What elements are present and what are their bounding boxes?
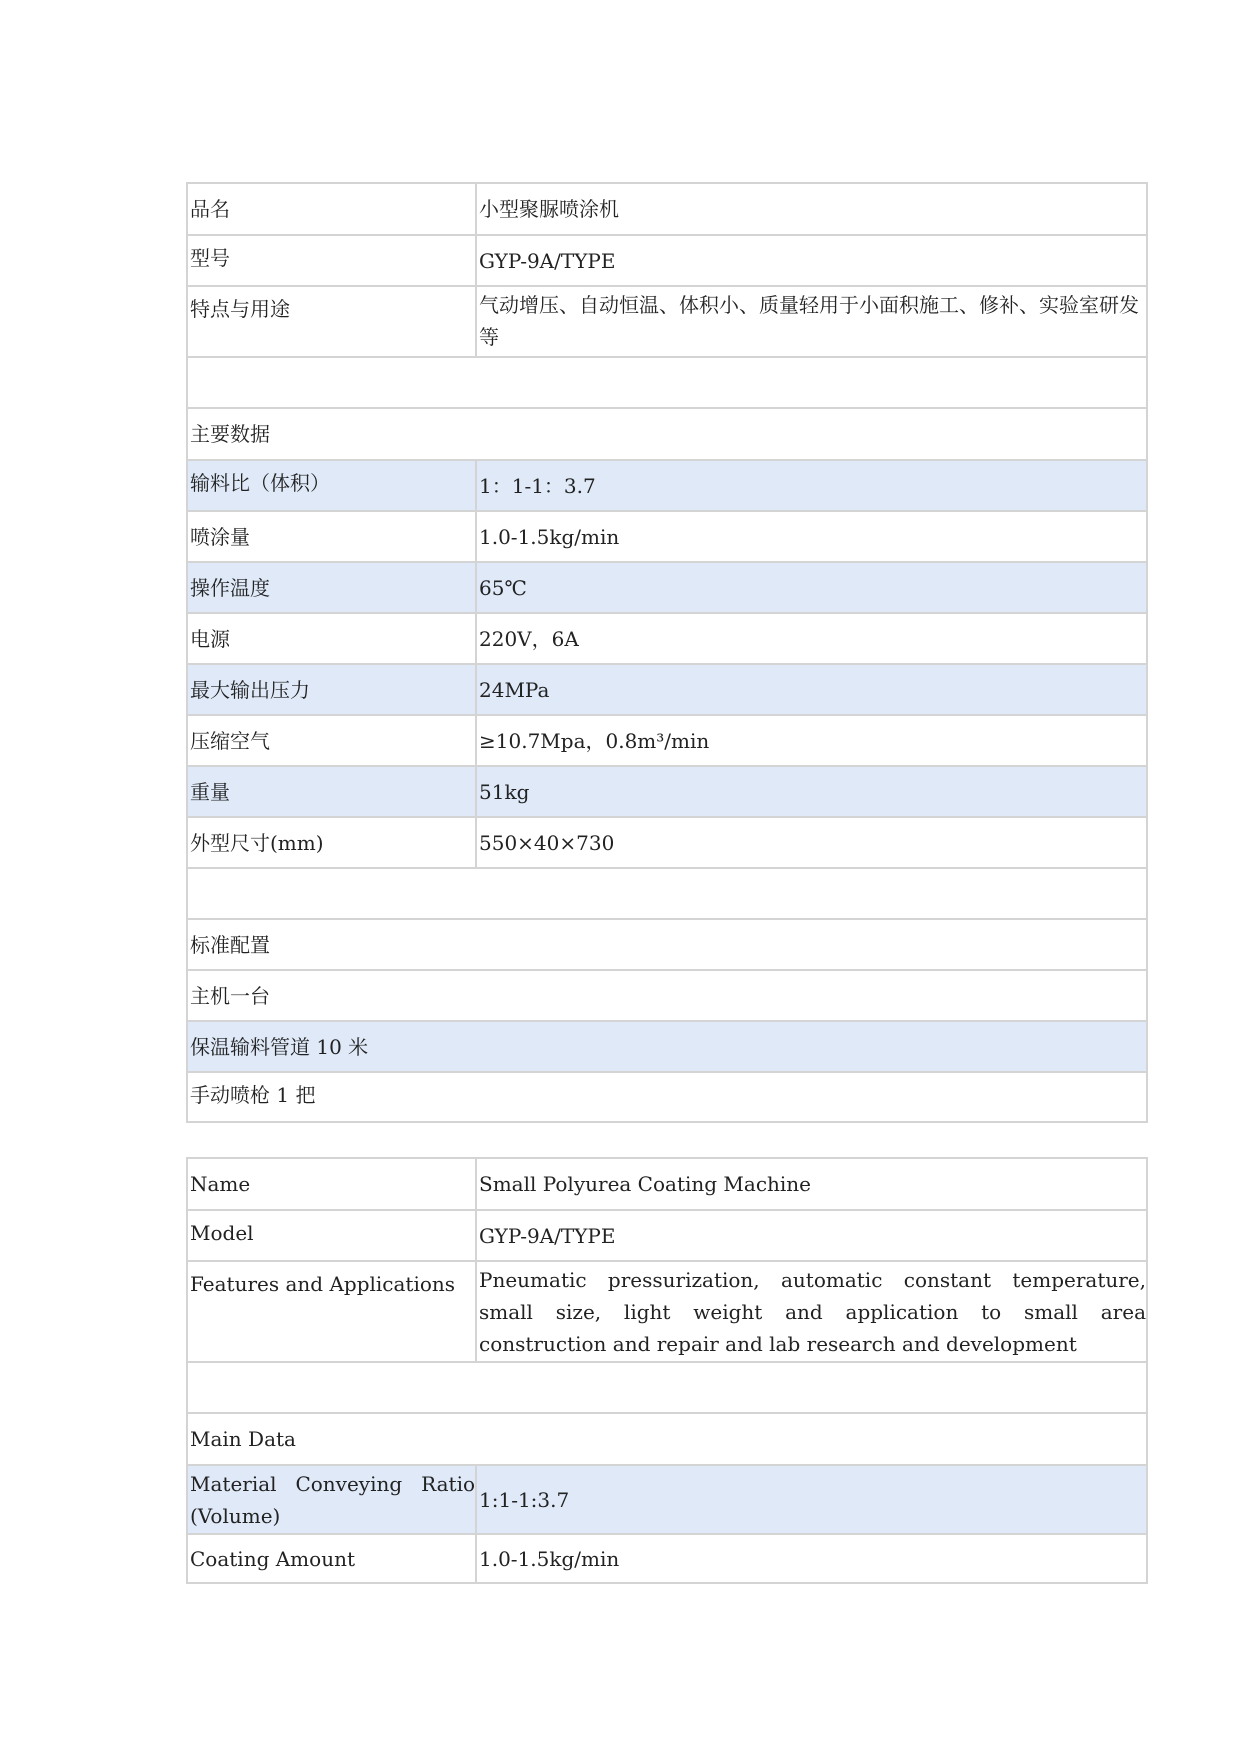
- empty-cell: [187, 357, 1147, 408]
- table-row: [187, 286, 1147, 357]
- spec-value: 24MPa: [476, 664, 1147, 715]
- features-label: Features and Applications: [187, 1261, 476, 1362]
- main-data-heading: 主要数据: [187, 408, 1147, 460]
- spec-value: 220V，6A: [476, 613, 1147, 664]
- spec-value: 1.0-1.5kg/min: [476, 511, 1147, 562]
- spec-label-line: (Volume): [190, 1503, 281, 1528]
- empty-row: [187, 357, 1147, 408]
- spec-value: 65℃: [476, 562, 1147, 613]
- features-value: 气动增压、自动恒温、体积小、质量轻用于小面积施工、修补、实验室研发等: [476, 286, 1147, 357]
- table-row: [187, 1534, 1147, 1583]
- table-row: [187, 766, 1147, 817]
- model-value: GYP-9A/TYPE: [476, 1210, 1147, 1261]
- table-row: [187, 1158, 1147, 1210]
- spec-value: ≥10.7Mpa，0.8m³/min: [476, 715, 1147, 766]
- spec-label: 最大输出压力: [187, 664, 476, 715]
- empty-row: [187, 868, 1147, 919]
- features-label: 特点与用途: [187, 286, 476, 357]
- model-label: Model: [187, 1210, 476, 1261]
- model-value: GYP-9A/TYPE: [476, 235, 1147, 286]
- table-row: [187, 970, 1147, 1021]
- spec-label: 重量: [187, 766, 476, 817]
- standard-item: 主机一台: [187, 970, 1147, 1021]
- table-row: [187, 664, 1147, 715]
- spec-table-english: [186, 1157, 1148, 1584]
- spec-value: 550×40×730: [476, 817, 1147, 868]
- table-row: [187, 1465, 1147, 1534]
- table-row: [187, 511, 1147, 562]
- spec-label: 外型尺寸(mm): [187, 817, 476, 868]
- table-row: [187, 1072, 1147, 1122]
- spec-label: 喷涂量: [187, 511, 476, 562]
- table-row: [187, 460, 1147, 511]
- spec-value: 1:1-1:3.7: [476, 1465, 1147, 1534]
- spec-value: 1：1-1：3.7: [476, 460, 1147, 511]
- empty-cell: [187, 1362, 1147, 1413]
- name-label: Name: [187, 1158, 476, 1210]
- table-row: [187, 919, 1147, 970]
- spec-label: 操作温度: [187, 562, 476, 613]
- model-label: 型号: [187, 235, 476, 286]
- spec-label: [187, 1465, 476, 1534]
- name-value: Small Polyurea Coating Machine: [476, 1158, 1147, 1210]
- spec-label: Coating Amount: [187, 1534, 476, 1583]
- spec-value: 51kg: [476, 766, 1147, 817]
- table-row: [187, 562, 1147, 613]
- table-row: [187, 1413, 1147, 1465]
- empty-row: [187, 1362, 1147, 1413]
- standard-config-heading: 标准配置: [187, 919, 1147, 970]
- table-row: [187, 1021, 1147, 1072]
- spec-value: 1.0-1.5kg/min: [476, 1534, 1147, 1583]
- spec-label: 压缩空气: [187, 715, 476, 766]
- table-row: [187, 235, 1147, 286]
- empty-cell: [187, 868, 1147, 919]
- main-data-heading: Main Data: [187, 1413, 1147, 1465]
- table-row: [187, 408, 1147, 460]
- table-row: [187, 1210, 1147, 1261]
- spec-label: 电源: [187, 613, 476, 664]
- table-row: [187, 715, 1147, 766]
- table-row: [187, 1261, 1147, 1362]
- spec-label: 输料比（体积）: [187, 460, 476, 511]
- spec-label-line: Material Conveying Ratio: [190, 1471, 475, 1496]
- standard-item: 手动喷枪 1 把: [187, 1072, 1147, 1122]
- name-label: 品名: [187, 183, 476, 235]
- table-row: [187, 613, 1147, 664]
- table-row: [187, 817, 1147, 868]
- standard-item: 保温输料管道 10 米: [187, 1021, 1147, 1072]
- spec-table-chinese: [186, 182, 1148, 1123]
- table-row: [187, 183, 1147, 235]
- features-value: Pneumatic pressurization, automatic constant temperature, small size, light weight and application to small area construction and repair and lab research and development: [476, 1261, 1147, 1362]
- name-value: 小型聚脲喷涂机: [476, 183, 1147, 235]
